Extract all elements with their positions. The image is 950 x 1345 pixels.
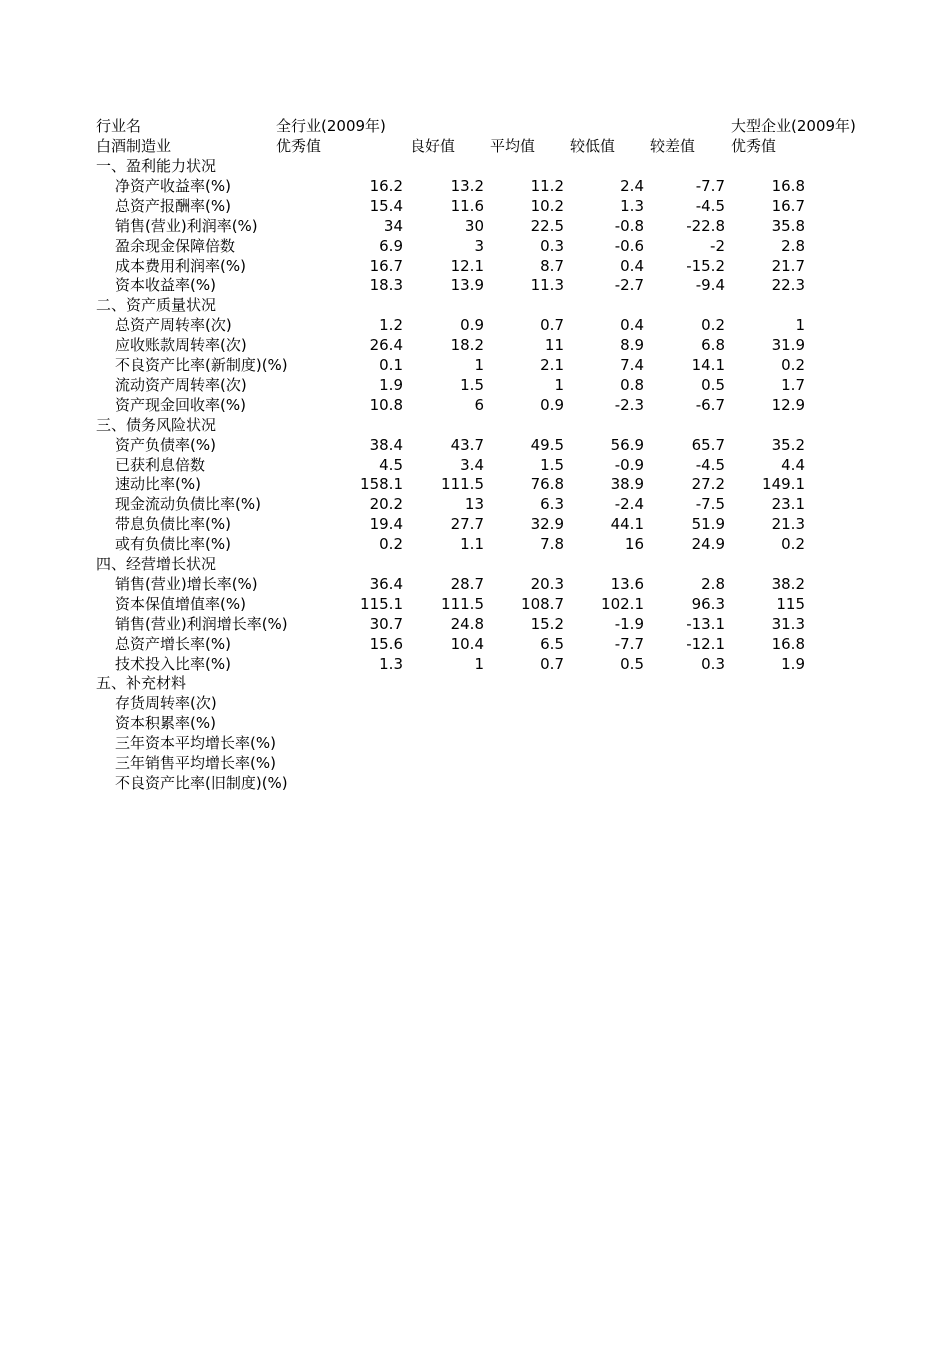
indicator-value: 158.1 [360, 475, 403, 494]
indicator-value: 0.7 [540, 654, 564, 673]
section-title: 一、盈利能力状况 [96, 157, 217, 175]
indicator-value [484, 753, 564, 773]
indicator-value: 0.5 [701, 375, 725, 394]
indicator-value: 1 [554, 375, 564, 394]
indicator-value: 34 [383, 216, 403, 235]
indicator-value: 11.3 [530, 276, 564, 295]
indicator-label: 净资产收益率(%) [115, 176, 231, 195]
indicator-value: -0.9 [614, 455, 644, 474]
indicator-value: -7.7 [614, 634, 644, 653]
indicator-value: 35.2 [771, 435, 805, 454]
indicator-value: 16.2 [369, 176, 403, 195]
indicator-value: 11 [544, 336, 564, 355]
indicator-value: 2.8 [701, 574, 725, 593]
indicator-value: 2.4 [620, 176, 644, 195]
indicator-label: 资本保值增值率(%) [115, 594, 246, 613]
indicator-value: 51.9 [691, 515, 725, 534]
indicator-value: 4.5 [379, 455, 403, 474]
indicator-value: 6.9 [379, 236, 403, 255]
indicator-value [323, 753, 403, 773]
indicator-value: -0.8 [614, 216, 644, 235]
indicator-value [484, 773, 564, 793]
indicator-value: 13.9 [450, 276, 484, 295]
indicator-value: 10.8 [369, 395, 403, 414]
indicator-value [645, 713, 725, 733]
section-title: 二、资产质量状况 [96, 296, 217, 315]
indicator-value [564, 733, 644, 753]
indicator-value: 32.9 [530, 515, 564, 534]
indicator-value: 1.5 [460, 375, 484, 394]
indicator-value [404, 713, 484, 733]
indicator-label: 流动资产周转率(次) [115, 375, 247, 394]
indicator-value: 0.3 [540, 236, 564, 255]
indicator-value: 0.2 [379, 535, 403, 554]
indicator-value: 1.9 [781, 654, 805, 673]
indicator-value: 1.5 [540, 455, 564, 474]
indicator-label: 资本积累率(%) [115, 714, 216, 733]
indicator-value: 6.8 [701, 336, 725, 355]
indicator-value [725, 733, 805, 753]
indicator-value [645, 733, 725, 753]
indicator-value: 19.4 [369, 515, 403, 534]
col-header-low: 较低值 [570, 137, 616, 155]
indicator-value: 16.8 [771, 176, 805, 195]
indicator-label: 带息负债比率(%) [115, 515, 231, 534]
indicator-value: 38.2 [771, 574, 805, 593]
indicator-label: 资产负债率(%) [115, 435, 216, 454]
indicator-value: 16.8 [771, 634, 805, 653]
section-title: 五、补充材料 [96, 674, 187, 693]
indicator-label: 总资产报酬率(%) [115, 196, 231, 215]
indicator-value: 115 [776, 594, 805, 613]
indicator-value: -1.9 [614, 614, 644, 633]
indicator-value: 102.1 [601, 594, 644, 613]
indicator-value: 1.3 [379, 654, 403, 673]
indicator-value: 7.4 [620, 356, 644, 374]
indicator-value: 8.9 [620, 336, 644, 355]
indicator-value: 30.7 [369, 614, 403, 633]
indicator-value: 111.5 [441, 594, 484, 613]
indicator-value: 43.7 [450, 435, 484, 454]
indicator-value [484, 733, 564, 753]
indicator-value: 0.2 [781, 356, 805, 374]
indicator-value: 0.4 [620, 316, 644, 335]
indicator-value: 15.2 [530, 614, 564, 633]
indicator-label: 盈余现金保障倍数 [115, 236, 236, 255]
indicator-value: 1.9 [379, 375, 403, 394]
indicator-value: 16.7 [369, 256, 403, 275]
indicator-value: 0.7 [540, 316, 564, 335]
industry-name-label: 行业名 [96, 117, 142, 135]
indicator-value: 8.7 [540, 256, 564, 275]
indicator-value: -2 [710, 236, 725, 255]
indicator-value: -2.4 [614, 495, 644, 514]
indicator-value: 26.4 [369, 336, 403, 355]
indicator-value [645, 693, 725, 713]
indicator-value: 108.7 [521, 594, 564, 613]
indicator-value: 6.3 [540, 495, 564, 514]
indicator-value: -7.7 [695, 176, 725, 195]
indicator-value: 49.5 [530, 435, 564, 454]
indicator-value: 0.4 [620, 256, 644, 275]
section-title: 四、经营增长状况 [96, 555, 217, 573]
indicator-label: 总资产增长率(%) [115, 634, 231, 653]
indicator-label: 销售(营业)利润率(%) [115, 216, 258, 235]
indicator-label: 存货周转率(次) [115, 694, 217, 713]
indicator-value: 11.6 [450, 196, 484, 215]
indicator-value: 44.1 [610, 515, 644, 534]
indicator-value: 35.8 [771, 216, 805, 235]
indicator-value: 4.4 [781, 455, 805, 474]
indicator-value [404, 693, 484, 713]
indicator-value: -15.2 [686, 256, 725, 275]
indicator-value: 1 [474, 654, 484, 673]
indicator-label: 应收账款周转率(次) [115, 336, 247, 355]
indicator-value: 0.9 [540, 395, 564, 414]
col-header-poor: 较差值 [650, 137, 696, 155]
indicator-value: 16.7 [771, 196, 805, 215]
indicator-value: 21.7 [771, 256, 805, 275]
indicator-value: -2.7 [614, 276, 644, 295]
indicator-value [404, 773, 484, 793]
indicator-value [725, 773, 805, 793]
indicator-value: -13.1 [686, 614, 725, 633]
indicator-value: -4.5 [695, 455, 725, 474]
indicator-label: 资本收益率(%) [115, 276, 216, 295]
indicator-value: 56.9 [610, 435, 644, 454]
indicator-value: 0.2 [781, 535, 805, 554]
indicator-label: 技术投入比率(%) [115, 654, 231, 673]
indicator-value [564, 713, 644, 733]
indicator-value: 2.8 [781, 236, 805, 255]
indicator-value: 115.1 [360, 594, 403, 613]
indicator-value: 21.3 [771, 515, 805, 534]
indicator-value: 14.1 [691, 356, 725, 374]
indicator-value: 10.2 [530, 196, 564, 215]
indicator-value [564, 693, 644, 713]
indicator-value: 7.8 [540, 535, 564, 554]
group-all-industry-header: 全行业(2009年) [276, 117, 386, 135]
indicator-value: 0.3 [701, 654, 725, 673]
indicator-value: 10.4 [450, 634, 484, 653]
indicator-value [404, 733, 484, 753]
indicator-value: 3.4 [460, 455, 484, 474]
indicator-label: 成本费用利润率(%) [115, 256, 246, 275]
indicator-value: 13.2 [450, 176, 484, 195]
indicator-value: -12.1 [686, 634, 725, 653]
indicator-value: 20.3 [530, 574, 564, 593]
indicator-value [484, 713, 564, 733]
indicator-value [564, 773, 644, 793]
indicator-label: 或有负债比率(%) [115, 535, 231, 554]
indicator-label: 速动比率(%) [115, 475, 201, 494]
indicator-label: 销售(营业)利润增长率(%) [115, 614, 288, 633]
indicator-value: 6.5 [540, 634, 564, 653]
indicator-value: 18.3 [369, 276, 403, 295]
indicator-value: 38.9 [610, 475, 644, 494]
indicator-value: 24.9 [691, 535, 725, 554]
indicator-label: 三年销售平均增长率(%) [115, 754, 276, 772]
indicator-value: 36.4 [369, 574, 403, 593]
industry-name-value: 白酒制造业 [96, 137, 172, 155]
indicator-value: 11.2 [530, 176, 564, 195]
indicator-value: 1.1 [460, 535, 484, 554]
col-header-good: 良好值 [410, 137, 456, 155]
indicator-value: 1.3 [620, 196, 644, 215]
indicator-value: -7.5 [695, 495, 725, 514]
indicator-label: 已获利息倍数 [115, 455, 206, 474]
indicator-value: 76.8 [530, 475, 564, 494]
indicator-label: 总资产周转率(次) [115, 316, 232, 335]
indicator-label: 资产现金回收率(%) [115, 395, 246, 414]
indicator-value: 0.5 [620, 654, 644, 673]
group-large-enterprise-header: 大型企业(2009年) [731, 117, 856, 135]
indicator-value: 13.6 [610, 574, 644, 593]
indicator-value [323, 773, 403, 793]
indicator-value: 0.8 [620, 375, 644, 394]
col-header-average: 平均值 [490, 137, 536, 155]
indicator-value: 0.2 [701, 316, 725, 335]
indicator-value [484, 693, 564, 713]
indicator-value: -0.6 [614, 236, 644, 255]
indicator-value: 16 [624, 535, 644, 554]
indicator-label: 不良资产比率(旧制度)(%) [115, 773, 288, 792]
indicator-value: 1 [795, 316, 805, 335]
indicator-value: 28.7 [450, 574, 484, 593]
indicator-value: 38.4 [369, 435, 403, 454]
indicator-value: 22.5 [530, 216, 564, 235]
indicator-value [323, 713, 403, 733]
indicator-value [725, 713, 805, 733]
indicator-value [725, 693, 805, 713]
indicator-value: 2.1 [540, 356, 564, 374]
indicator-value: -9.4 [695, 276, 725, 295]
indicator-label: 不良资产比率(新制度)(%) [115, 356, 288, 374]
indicator-value: 13 [464, 495, 484, 514]
indicator-value: -22.8 [686, 216, 725, 235]
indicator-value: 27.7 [450, 515, 484, 534]
indicator-value: 15.6 [369, 634, 403, 653]
indicator-value [323, 733, 403, 753]
indicator-value: 27.2 [691, 475, 725, 494]
indicator-value: 24.8 [450, 614, 484, 633]
indicator-value [645, 753, 725, 773]
indicator-value: 96.3 [691, 594, 725, 613]
indicator-value: -2.3 [614, 395, 644, 414]
indicator-value: 20.2 [369, 495, 403, 514]
indicator-value: 65.7 [691, 435, 725, 454]
indicator-value: 0.9 [460, 316, 484, 335]
indicator-value: -4.5 [695, 196, 725, 215]
indicator-value: 18.2 [450, 336, 484, 355]
indicator-value: 111.5 [441, 475, 484, 494]
indicator-value: 1 [474, 356, 484, 374]
indicator-value: 12.9 [771, 395, 805, 414]
indicator-value: 31.9 [771, 336, 805, 355]
indicator-value [645, 773, 725, 793]
indicator-value: 31.3 [771, 614, 805, 633]
indicator-value: -6.7 [695, 395, 725, 414]
indicator-value: 149.1 [762, 475, 805, 494]
indicator-value: 12.1 [450, 256, 484, 275]
indicator-value: 1.7 [781, 375, 805, 394]
indicator-value [725, 753, 805, 773]
indicator-value [404, 753, 484, 773]
indicator-label: 现金流动负债比率(%) [115, 495, 261, 514]
section-title: 三、债务风险状况 [96, 415, 217, 434]
indicator-value: 23.1 [771, 495, 805, 514]
indicator-value: 22.3 [771, 276, 805, 295]
indicator-value: 0.1 [379, 356, 403, 374]
col-header-large-excellent: 优秀值 [731, 137, 777, 155]
col-header-excellent: 优秀值 [276, 137, 322, 155]
indicator-value [564, 753, 644, 773]
indicator-value: 6 [474, 395, 484, 414]
indicator-label: 三年资本平均增长率(%) [115, 734, 276, 753]
indicator-value: 1.2 [379, 316, 403, 335]
indicator-value: 3 [474, 236, 484, 255]
indicator-label: 销售(营业)增长率(%) [115, 574, 258, 593]
indicator-value: 30 [464, 216, 484, 235]
indicator-value [323, 693, 403, 713]
indicator-value: 15.4 [369, 196, 403, 215]
